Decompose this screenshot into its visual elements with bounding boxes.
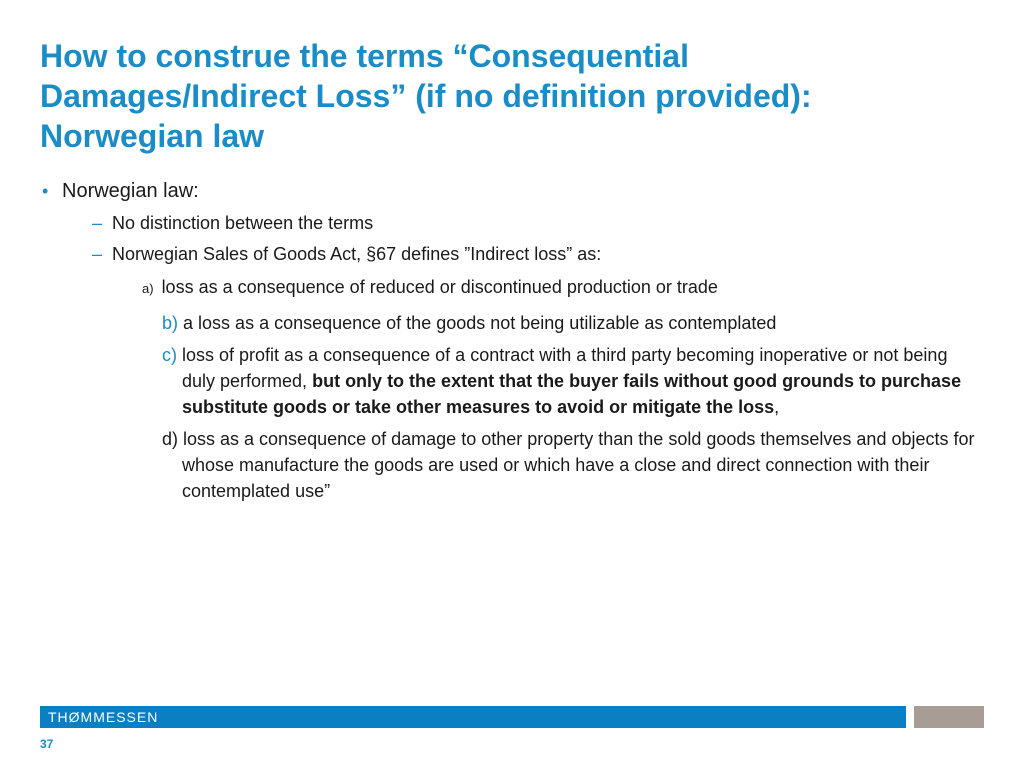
item-b [60,310,980,336]
slide-title [40,36,1000,156]
sub-bullet-text: Norwegian Sales of Goods Act, §67 defines ”Indirect loss” as: [112,244,602,264]
page-number: 37 [40,737,54,751]
bullet-icon: • [42,181,49,201]
item-b-text: a loss as a consequence of the goods not being utilizable as contemplated [183,313,777,333]
item-a-marker: a) [142,281,154,296]
item-d [60,426,980,504]
item-a-text: loss as a consequence of reduced or discontinued production or trade [161,277,718,297]
bullet-norwegian-law [40,178,980,204]
footer-accent-block [914,706,984,728]
item-d-text: d) loss as a consequence of damage to other property than the sold goods themselves and objects for whose manufacture the goods are used or which have a close and direct connection with their contemplated use” [162,429,975,501]
title-line-2: Damages/Indirect Loss” (if no definition provided): [40,78,812,114]
footer-bar [40,706,906,728]
slide-body [40,178,980,510]
title-line-3: Norwegian law [40,118,265,154]
item-c [60,342,980,420]
brand-logo: THØMMESSEN [48,709,159,725]
bullet-text: Norwegian law: [62,180,199,202]
title-line-1: How to construe the terms “Consequential [40,38,689,74]
item-b-marker: b) [162,313,179,333]
item-c-end: , [774,397,780,417]
sub-bullet-text: No distinction between the terms [112,213,374,233]
item-c-marker: c) [162,345,177,365]
item-c-text: loss of profit as a consequence of a contract with a third party becoming inoperative or not being duly performed, [182,345,948,391]
sub-bullet-no-distinction [40,212,980,235]
dash-icon: – [92,213,103,233]
sub-bullet-sales-act [40,243,980,266]
item-c-emphasis: but only to the extent that the buyer fails without good grounds to purchase substitute goods or take other measures to avoid or mitigate the loss [182,371,962,417]
dash-icon: – [92,244,103,264]
item-a [40,274,980,302]
